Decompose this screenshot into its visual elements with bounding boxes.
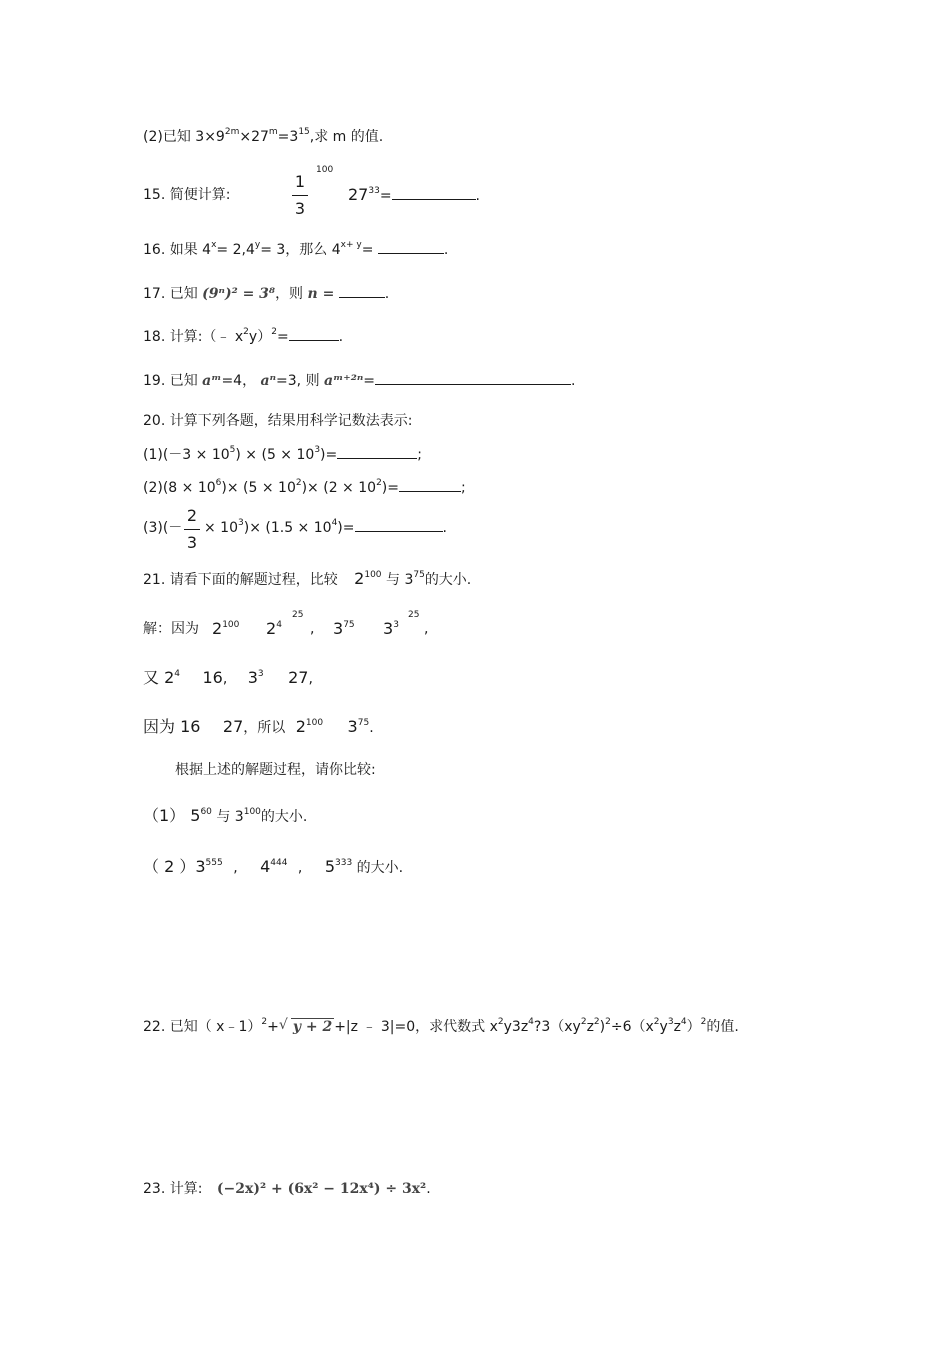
answer-blank[interactable] bbox=[355, 519, 443, 532]
q21-sol-comma1: , bbox=[310, 621, 315, 637]
q20-part3-rest: × $10^3)\times (1.5 \times 10^4)=$ . bbox=[204, 518, 447, 536]
q20-part3-fraction: 2 3 bbox=[184, 506, 200, 553]
q19: 19. 已知 aᵐ=4， aⁿ=3, 则 aᵐ⁺²ⁿ= . bbox=[143, 373, 576, 389]
answer-blank[interactable] bbox=[339, 285, 385, 298]
q21-sub2: （ 2 ）$3^{555}$ , $4^{444}$ , $5^{333}$ 的大小. bbox=[143, 857, 404, 876]
answer-blank[interactable] bbox=[378, 241, 444, 254]
q17-equation-image: (9ⁿ)² = 3⁸ bbox=[202, 286, 276, 302]
q19-an-image: aⁿ bbox=[260, 373, 277, 389]
q17-n-image: n = bbox=[307, 286, 335, 302]
q16: 16. 如果 $4^x= 2,4^y= 3$，那么 $4^{x+ y}=$ . bbox=[143, 240, 449, 258]
q15-label: 15. 简便计算: bbox=[143, 187, 231, 203]
q21-sol-term1: $2^{100}$ bbox=[212, 619, 240, 638]
q22-sqrt-image: √ y + 2 bbox=[281, 1017, 334, 1037]
q19-am-image: aᵐ bbox=[202, 373, 222, 389]
q21-sol-term4: $3^3$ bbox=[383, 619, 399, 638]
q15-rest: $27^{33}=$ . bbox=[348, 185, 480, 204]
q20-part2: $(2)(8 \times 10^6)\times (5 \times 10^2)\times (2 \times 10^2)=$ ; bbox=[143, 478, 466, 496]
q21-sol-comma2: , bbox=[424, 621, 429, 637]
answer-blank[interactable] bbox=[289, 328, 339, 341]
q21-sol-exp25a: 25 bbox=[292, 610, 304, 620]
q21-sol-term3: $3^{75}$ bbox=[333, 619, 355, 638]
q17: 17. 已知 (9ⁿ)² = 3⁸，则 n = . bbox=[143, 286, 390, 302]
q21-again: 又 $2^4$ 16, $3^3$ 27, bbox=[143, 668, 313, 687]
q23: 23. 计算: (−2x)² + (6x² − 12x⁴) ÷ 3x². bbox=[143, 1181, 431, 1197]
q18: 18. 计算:（﹣ $x^2y)^2=$ . bbox=[143, 327, 344, 345]
q21-because: 因为 16 27，所以 $2^{100}$ $3^{75}$. bbox=[143, 717, 374, 736]
q22: 22. 已知（ x﹣1）$^2$+√ y + 2 +|z ﹣ 3|=0，求代数式 $x^2y3z^4?3(xy^2z^2)^2\div 6(x^2y^3z^4)^2$的值. bbox=[143, 1017, 739, 1037]
answer-blank[interactable] bbox=[399, 479, 461, 492]
q21-title: 21. 请看下面的解题过程，比较 $2^{100}$ 与 $3^{75}$的大小. bbox=[143, 569, 472, 588]
q15-fraction: 1 3 bbox=[292, 172, 308, 219]
q20-part3-lead: (3)(－ bbox=[143, 520, 183, 536]
q21-instruction: 根据上述的解题过程，请你比较: bbox=[175, 762, 376, 778]
answer-blank[interactable] bbox=[337, 446, 417, 459]
q21-solution-lead: 解：因为 bbox=[143, 621, 199, 637]
q23-expression-image: (−2x)² + (6x² − 12x⁴) ÷ 3x² bbox=[216, 1181, 427, 1197]
q21-sub1: （1） $5^{60}$ 与 $3^{100}$的大小. bbox=[143, 806, 308, 825]
q20-title: 20. 计算下列各题，结果用科学记数法表示: bbox=[143, 413, 413, 429]
q21-sol-term2: $2^4$ bbox=[266, 619, 282, 638]
answer-blank[interactable] bbox=[375, 372, 571, 385]
answer-blank[interactable] bbox=[392, 187, 476, 200]
q15-exponent: 100 bbox=[316, 165, 334, 175]
q19-am2n-image: aᵐ⁺²ⁿ bbox=[324, 373, 364, 389]
q20-part1: $(1)(-3 \times 10^5) \times (5 \times 10^3)=$ ; bbox=[143, 445, 422, 463]
q21-sol-exp25b: 25 bbox=[408, 610, 420, 620]
q14-part2: (2)已知 $3\times 9^{2m}\times 27^m=3^{15}$,求 m 的值. bbox=[143, 127, 384, 145]
